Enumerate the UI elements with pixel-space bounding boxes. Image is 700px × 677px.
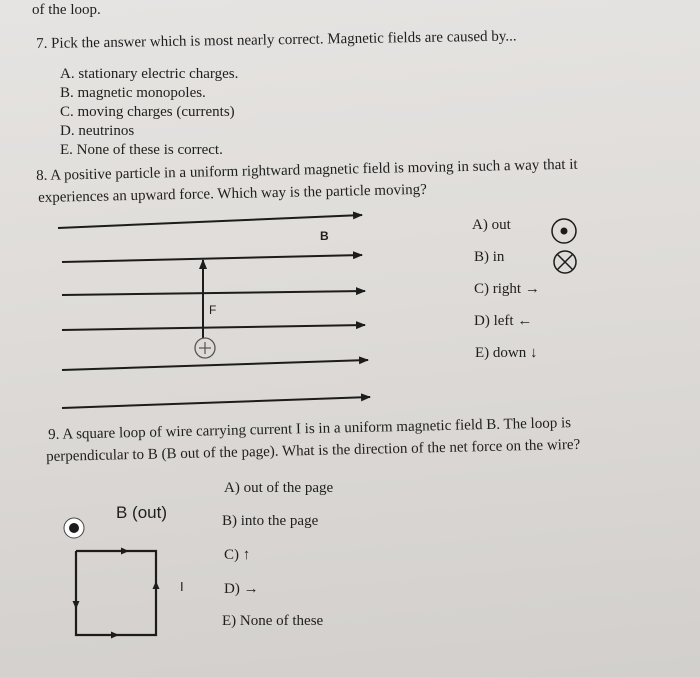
q8-option-e: E) down ↓ xyxy=(475,345,538,361)
q8-option-d: D) left ← xyxy=(474,313,533,329)
q9-option-e: E) None of these xyxy=(222,613,324,629)
q9-stem-line1: 9. A square loop of wire carrying current I is in a uniform magnetic field B. The loop is xyxy=(48,415,572,443)
field-label-b: B xyxy=(320,229,329,243)
q9-option-a: A) out of the page xyxy=(224,480,334,496)
q7-option-a: A. stationary electric charges. xyxy=(60,66,239,82)
field-line xyxy=(62,255,362,262)
q7-option-e: E. None of these is correct. xyxy=(60,142,223,158)
into-page-cross-icon xyxy=(554,251,576,273)
field-line xyxy=(62,325,365,330)
current-label-i: I xyxy=(180,579,184,594)
top-fragment-text: of the loop. xyxy=(32,2,101,18)
q9-option-d: D) → xyxy=(224,581,259,597)
b-out-label: B (out) xyxy=(116,503,168,522)
q9-option-c: C) ↑ xyxy=(224,547,251,563)
q7-option-d: D. neutrinos xyxy=(60,123,135,139)
q7-stem: 7. Pick the answer which is most nearly correct. Magnetic fields are caused by... xyxy=(36,28,517,52)
q8-stem-line1: 8. A positive particle in a uniform rightward magnetic field is moving in such a way that it xyxy=(36,156,578,184)
field-line xyxy=(62,360,368,370)
positive-particle-icon xyxy=(195,338,215,358)
force-label-f: F xyxy=(209,303,217,317)
q9-stem-line2: perpendicular to B (B out of the page). What is the direction of the net force on the wire? xyxy=(46,436,581,465)
q7-option-b: B. magnetic monopoles. xyxy=(60,85,206,101)
q8-option-b: B) in xyxy=(474,249,505,265)
wire-loop xyxy=(76,551,156,635)
field-line xyxy=(62,397,370,408)
out-of-page-dot-icon xyxy=(552,219,576,243)
q8-stem-line2: experiences an upward force. Which way is the particle moving? xyxy=(38,181,427,206)
field-line xyxy=(58,215,362,228)
q9-option-b: B) into the page xyxy=(222,513,319,529)
q7-option-c: C. moving charges (currents) xyxy=(60,104,235,120)
q8-option-a: A) out xyxy=(472,217,511,233)
b-out-dot-icon xyxy=(64,518,84,538)
q8-option-c: C) right → xyxy=(474,281,540,297)
field-line xyxy=(62,291,365,295)
